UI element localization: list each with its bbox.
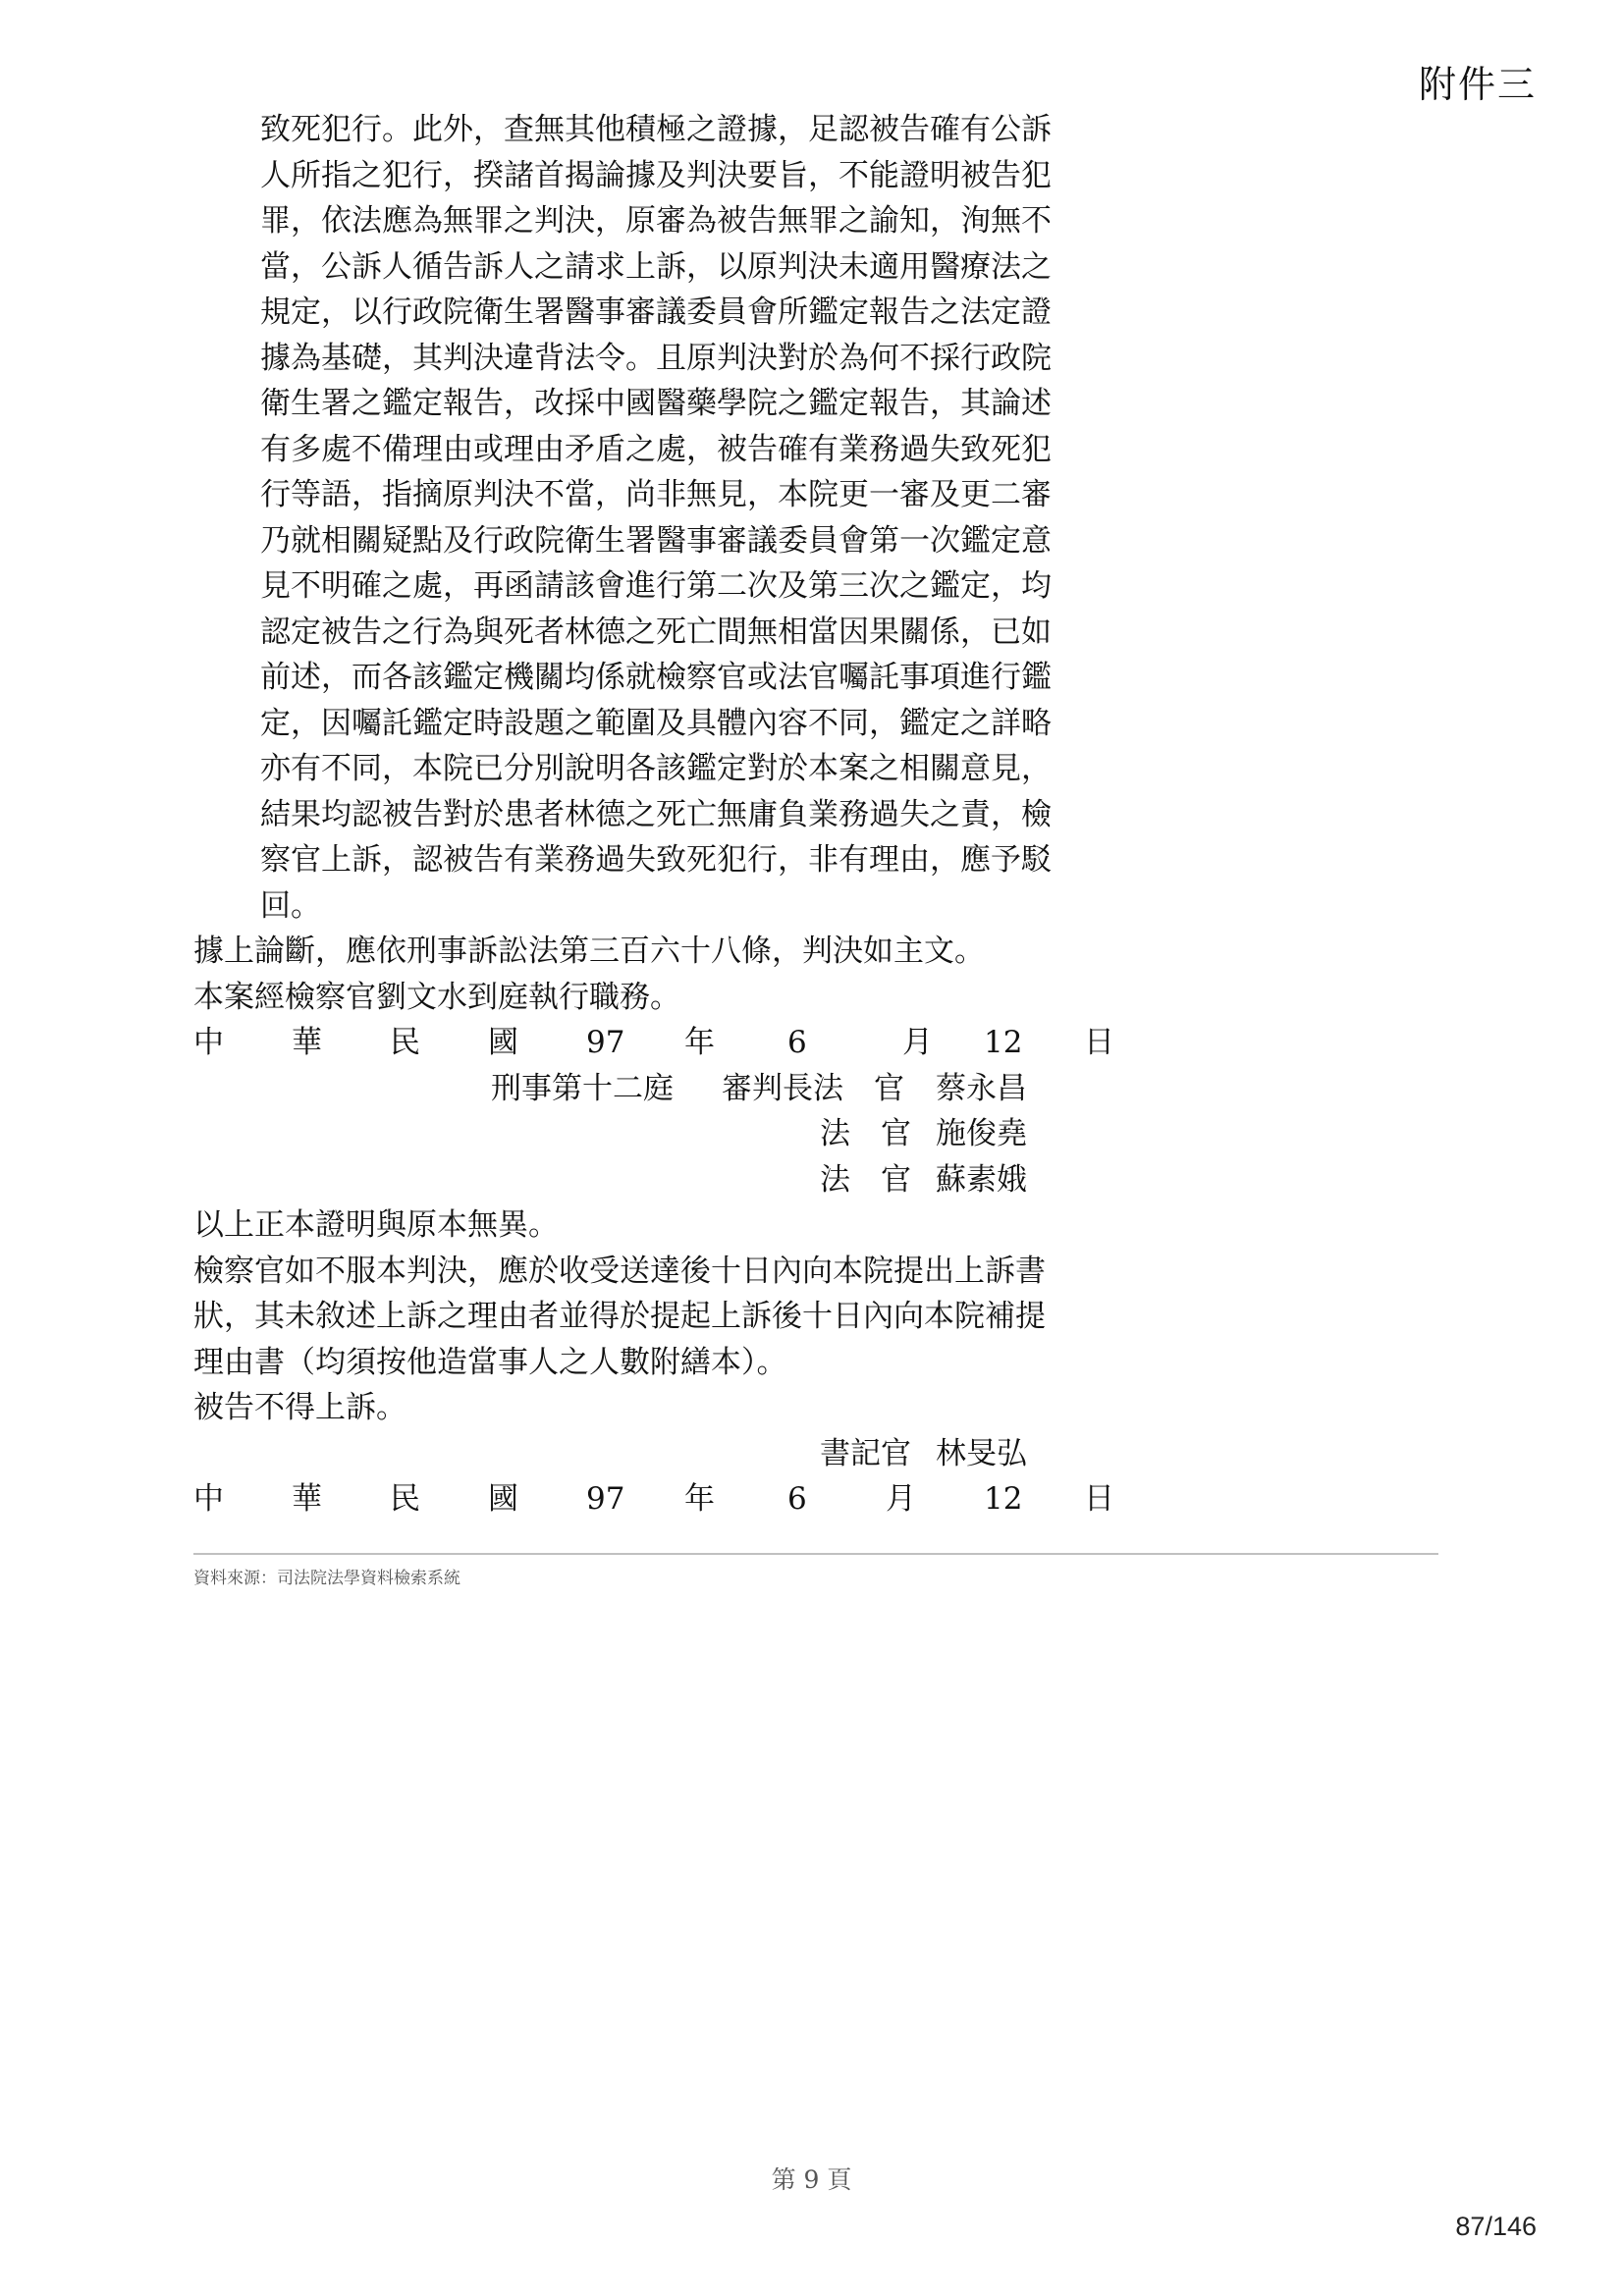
presiding-title: 審判長法 官 [722, 1070, 904, 1106]
date-char: 日 [1084, 1025, 1114, 1060]
paragraph-line: 致死犯行。此外，查無其他積極之證據，足認被告確有公訴 [260, 112, 1052, 147]
paragraph-line: 察官上訴，認被告有業務過失致死犯行，非有理由，應予駁 [260, 842, 1052, 878]
clerk-date [193, 1476, 1126, 1522]
conclusion-line: 據上論斷，應依刑事訴訟法第三百六十八條，判決如主文。 [193, 934, 985, 969]
date-year: 97 [586, 1481, 625, 1517]
page-count: 87/146 [1455, 2212, 1537, 2241]
prosecutor-line: 本案經檢察官劉文水到庭執行職務。 [193, 979, 680, 1015]
court-division: 刑事第十二庭 [491, 1070, 674, 1106]
paragraph-line: 乃就相關疑點及行政院衛生署醫事審議委員會第一次鑑定意 [260, 522, 1052, 559]
judgment-text [193, 107, 1126, 1522]
paragraph-line: 定，因囑託鑑定時設題之範圍及具體內容不同，鑑定之詳略 [260, 705, 1052, 741]
paragraph-line: 結果均認被告對於患者林德之死亡無庸負業務過失之責，檢 [260, 796, 1052, 832]
presiding-judge-line [193, 1066, 1126, 1112]
date-char: 中 [193, 1025, 224, 1060]
appeal-line: 狀，其未敘述上訴之理由者並得於提起上訴後十日內向本院補提 [193, 1299, 1046, 1334]
paragraph-line: 有多處不備理由或理由矛盾之處，被告確有業務過失致死犯 [260, 431, 1052, 467]
date-char: 華 [292, 1481, 322, 1517]
paragraph-line: 認定被告之行為與死者林德之死亡間無相當因果關係，已如 [260, 614, 1052, 650]
paragraph-line: 人所指之犯行，揆諸首揭論據及判決要旨，不能證明被告犯 [260, 157, 1052, 193]
appeal-line: 檢察官如不服本判決，應於收受送達後十日內向本院提出上訴書 [193, 1253, 1046, 1289]
paragraph-line: 當，公訴人循告訴人之請求上訴，以原判決未適用醫療法之 [260, 248, 1052, 285]
date-char: 月 [886, 1481, 916, 1517]
paragraph-line: 規定，以行政院衛生署醫事審議委員會所鑑定報告之法定證 [260, 294, 1052, 330]
date-char: 民 [390, 1481, 420, 1517]
date-month: 6 [787, 1025, 807, 1060]
date-char: 國 [488, 1481, 518, 1517]
paragraph-line: 罪，依法應為無罪之判決，原審為被告無罪之諭知，洵無不 [260, 203, 1052, 239]
footer-divider [193, 1553, 1438, 1555]
paragraph-line: 據為基礎，其判決違背法令。且原判決對於為何不採行政院 [260, 340, 1052, 376]
date-char: 國 [488, 1025, 518, 1060]
judge-title: 法 官 [820, 1116, 911, 1151]
appeal-line: 理由書（均須按他造當事人之人數附繕本）。 [193, 1344, 787, 1380]
paragraph-line: 見不明確之處，再函請該會進行第二次及第三次之鑑定，均 [260, 568, 1052, 604]
date-char: 華 [292, 1025, 322, 1060]
paragraph-line: 衛生署之鑑定報告，改採中國醫藥學院之鑑定報告，其論述 [260, 386, 1052, 421]
paragraph-line: 亦有不同，本院已分別說明各該鑑定對於本案之相關意見， [260, 751, 1052, 786]
annex-label: 附件三 [1418, 63, 1537, 106]
clerk-name: 林旻弘 [936, 1435, 1027, 1471]
date-day: 12 [984, 1025, 1023, 1060]
date-char: 月 [902, 1025, 933, 1060]
paragraph-line: 行等語，指摘原判決不當，尚非無見，本院更一審及更二審 [260, 477, 1052, 512]
source-note: 資料來源：司法院法學資料檢索系統 [193, 1569, 460, 1588]
date-char: 民 [390, 1025, 420, 1060]
judge-line [193, 1157, 1126, 1203]
paragraph-line: 前述，而各該鑑定機關均係就檢察官或法官囑託事項進行鑑 [260, 660, 1052, 695]
judge-name: 蘇素娥 [936, 1161, 1027, 1198]
date-char: 中 [193, 1481, 224, 1517]
date-day: 12 [984, 1481, 1023, 1517]
judgment-date [193, 1020, 1126, 1066]
certification-line: 以上正本證明與原本無異。 [193, 1207, 559, 1243]
judge-title: 法 官 [820, 1161, 911, 1198]
defendant-note: 被告不得上訴。 [193, 1390, 406, 1425]
clerk-title: 書記官 [820, 1435, 911, 1471]
date-char: 日 [1084, 1481, 1114, 1517]
page-number: 第 9 頁 [771, 2165, 852, 2194]
date-year: 97 [586, 1025, 625, 1060]
presiding-name: 蔡永昌 [936, 1070, 1027, 1106]
judge-line [193, 1111, 1126, 1157]
date-char: 年 [684, 1025, 715, 1060]
date-char: 年 [684, 1481, 715, 1517]
clerk-line [193, 1431, 1126, 1477]
judge-name: 施俊堯 [936, 1116, 1027, 1151]
date-month: 6 [787, 1481, 807, 1517]
paragraph-line: 回。 [260, 887, 321, 924]
